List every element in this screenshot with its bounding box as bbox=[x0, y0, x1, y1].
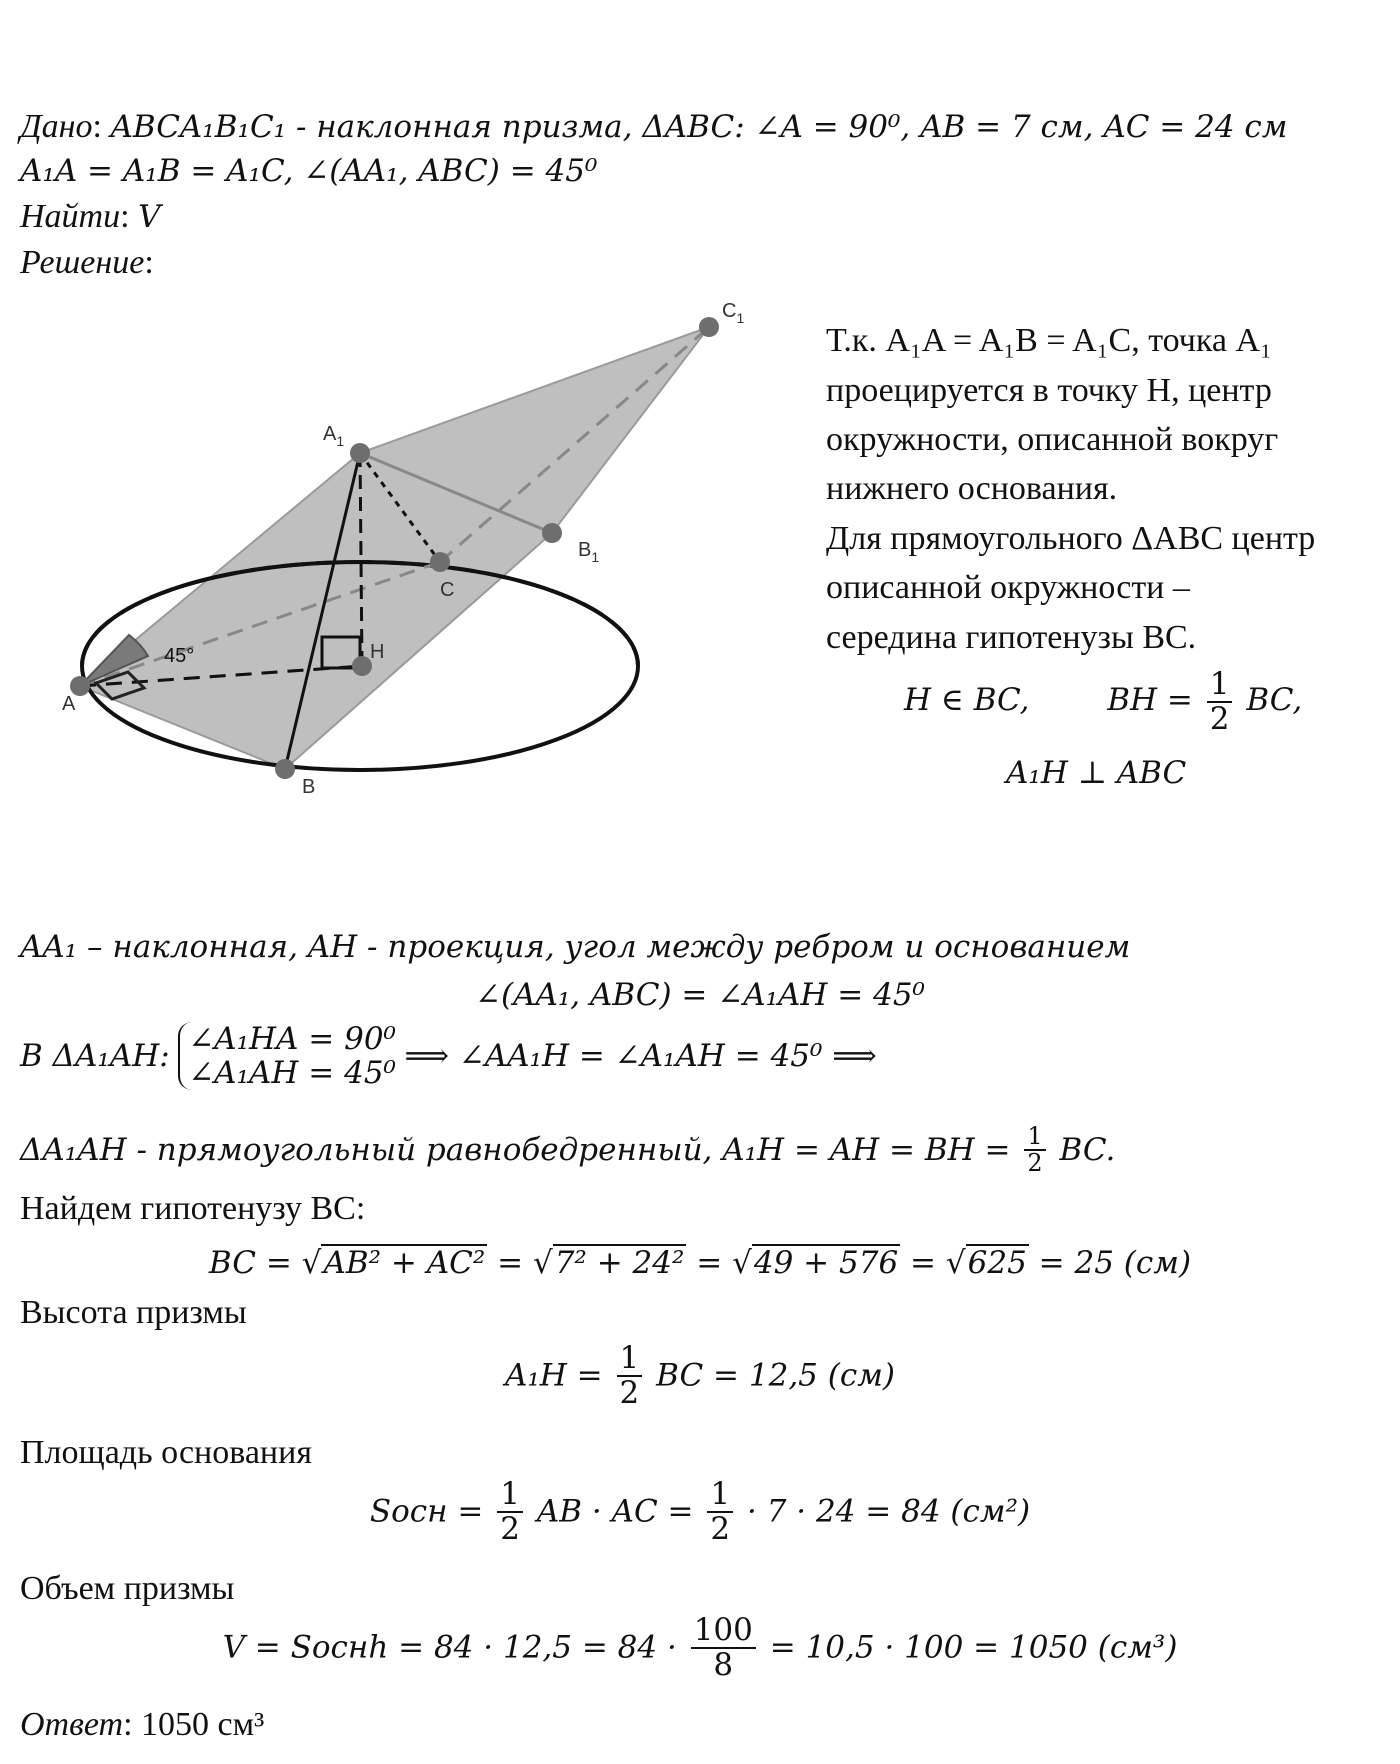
vertex-label-b: B bbox=[302, 776, 316, 798]
body-line-4-text: ΔA₁AH - прямоугольный равнобедренный, A₁H = AH = BH = bbox=[20, 1132, 1011, 1169]
body-line-2: ∠(AA₁, ABC) = ∠A₁AH = 45⁰ bbox=[475, 977, 925, 1013]
volume-formula: V = Sоснh = 84 · 12,5 = 84 · $\frac{100}{8}$ = 10,5 · 100 = 1050 (см³) bbox=[222, 1612, 1178, 1683]
answer-line bbox=[20, 1706, 264, 1743]
angle-label: 45° bbox=[164, 645, 195, 667]
area-fraction-2: $\frac{1}{2}$ bbox=[707, 1478, 733, 1545]
side-text-line-4: нижнего основания. bbox=[826, 470, 1118, 507]
vertex-label-h: H bbox=[370, 641, 385, 663]
side-formula-1c: BC, bbox=[1246, 682, 1303, 719]
side-text-line-3: окружности, описанной вокруг bbox=[826, 421, 1279, 458]
system-prefix: В ΔA₁AH: bbox=[20, 1038, 170, 1075]
side-text-line-5: Для прямоугольного ΔABC центр bbox=[826, 520, 1316, 557]
side-text-line-1: Т.к. A₁A = A₁B = A₁C, точка A₁ bbox=[826, 322, 1272, 359]
given-label: Дано bbox=[20, 108, 93, 145]
side-text-line-7: середина гипотенузы BC. bbox=[826, 619, 1197, 656]
solution-label: Решение bbox=[20, 244, 145, 281]
root-2: 7² + 24² bbox=[554, 1245, 685, 1281]
prism-faces bbox=[80, 327, 709, 769]
area-fraction-1: $\frac{1}{2}$ bbox=[497, 1478, 523, 1545]
vertex-label-b1: $B_1$ bbox=[578, 539, 600, 565]
vertex-label-a1: $A_1$ bbox=[323, 423, 345, 449]
root-1: AB² + AC² bbox=[323, 1245, 486, 1281]
vertex-label-c1: $C_1$ bbox=[722, 300, 745, 326]
side-formula-1a: H ∈ BC, bbox=[904, 682, 1030, 719]
answer-label: Ответ bbox=[20, 1706, 124, 1743]
volume-fraction: $\frac{100}{8}$ bbox=[691, 1614, 756, 1681]
side-formula-1 bbox=[904, 668, 1302, 735]
height-fraction: $\frac{1}{2}$ bbox=[617, 1342, 643, 1409]
body-line-3 bbox=[20, 1022, 877, 1090]
body-line-9: Площадь основания bbox=[20, 1434, 312, 1471]
side-fraction: $\frac{1}{2}$ bbox=[1207, 668, 1233, 735]
find-value: V bbox=[138, 199, 161, 235]
height-formula: A₁H = $\frac{1}{2}$ BC = 12,5 (см) bbox=[504, 1340, 896, 1411]
system-row-1: ∠A₁HA = 90⁰ bbox=[188, 1021, 396, 1057]
root-4: 625 bbox=[967, 1245, 1027, 1281]
side-formula-1b: BH = bbox=[1107, 682, 1193, 719]
body-line-4-end: BC. bbox=[1059, 1132, 1116, 1169]
system-suffix: ⟹ ∠AA₁H = ∠A₁AH = 45⁰ ⟹ bbox=[404, 1038, 877, 1075]
find-line: Найти: V bbox=[20, 198, 161, 235]
side-text-line-2: проецируется в точку H, центр bbox=[826, 372, 1272, 409]
body-line-5: Найдем гипотенузу BC: bbox=[20, 1190, 366, 1227]
body-line-4-fraction: $\frac{1}{2}$ bbox=[1024, 1124, 1045, 1176]
hypotenuse-formula: BC = √AB² + AC² = √7² + 24² = √49 + 576 = √625 = 25 (см) bbox=[208, 1245, 1192, 1281]
system-row-2: ∠A₁AH = 45⁰ bbox=[188, 1055, 396, 1092]
given-line-2: A₁A = A₁B = A₁C, ∠(AA₁, ABC) = 45⁰ bbox=[20, 153, 598, 189]
answer-value: : 1050 см³ bbox=[123, 1706, 265, 1743]
body-line-7: Высота призмы bbox=[20, 1294, 247, 1331]
prism-figure bbox=[0, 300, 745, 810]
given-text-1: ABCA₁B₁C₁ - наклонная призма, ΔABC: ∠A = 90⁰, AB = 7 см, AC = 24 см bbox=[110, 109, 1288, 145]
solution-line: Решение: bbox=[20, 244, 154, 281]
vertex-label-c: C bbox=[440, 579, 455, 601]
side-formula-2: A₁H ⊥ ABC bbox=[1006, 755, 1187, 791]
given-line-1: Дано: ABCA₁B₁C₁ - наклонная призма, ΔABC: ∠A = 90⁰, AB = 7 см, AC = 24 см bbox=[20, 108, 1288, 145]
body-line-4 bbox=[20, 1124, 1115, 1176]
find-label: Найти bbox=[20, 198, 121, 235]
equation-system bbox=[178, 1022, 396, 1090]
area-formula: Sосн = $\frac{1}{2}$ AB · AC = $\frac{1}{2}$ · 7 · 24 = 84 (см²) bbox=[369, 1476, 1031, 1547]
vertex-label-a: A bbox=[62, 693, 76, 715]
body-line-11: Объем призмы bbox=[20, 1570, 235, 1607]
side-text-line-6: описанной окружности – bbox=[826, 569, 1190, 606]
root-3: 49 + 576 bbox=[753, 1245, 899, 1281]
body-line-1: AA₁ – наклонная, AH - проекция, угол между ребром и основанием bbox=[20, 929, 1131, 965]
